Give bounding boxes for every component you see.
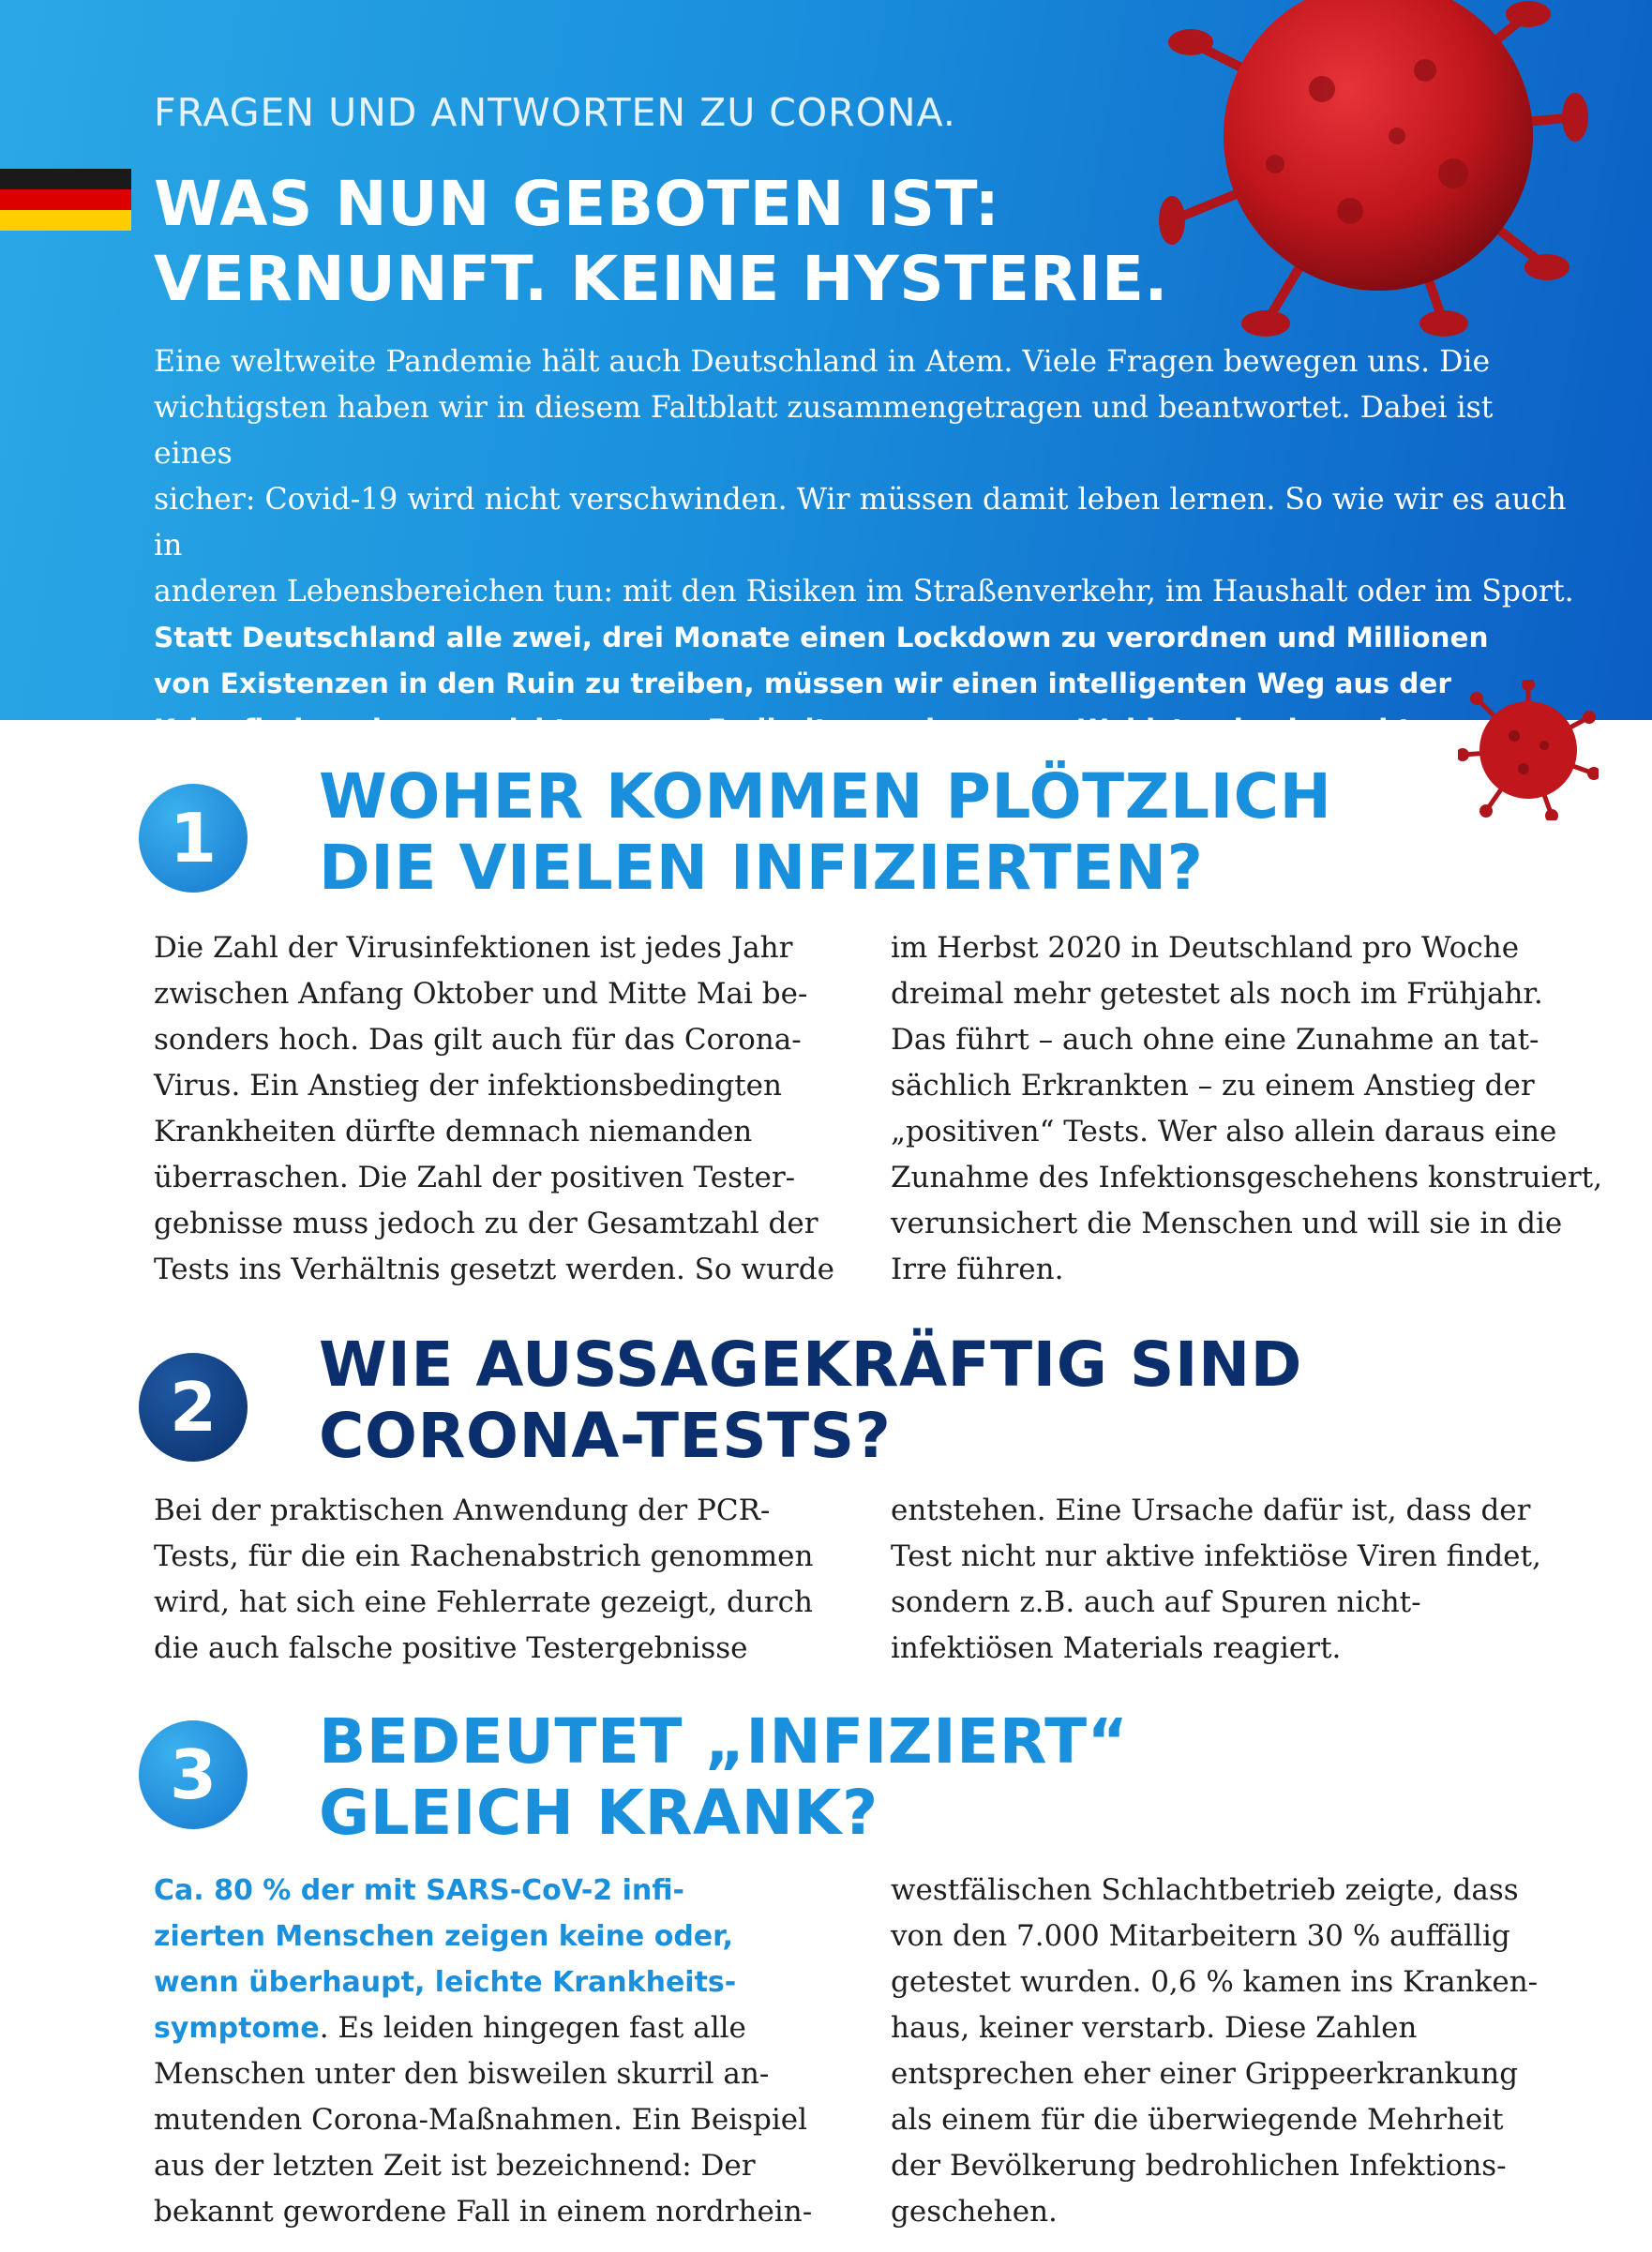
- section-1-text-left: Die Zahl der Virusinfektionen ist jedes Jahr zwischen Anfang Oktober und Mitte Mai be- sonders hoch. Das gilt auch für das Corona- Virus. Ein Anstieg der infektionsbedingten Krankheiten dürfte demnach niemanden überraschen. Die Zahl der positiven Tester- gebnisse muss jedoch zu der Gesamtzahl der Tests ins Verhältnis gesetzt werden. So wurde: [154, 931, 834, 1286]
- flag-stripe-black: [0, 169, 131, 189]
- section-3-text-left: [154, 1868, 866, 2235]
- intro-bold-text: Statt Deutschland alle zwei, drei Monate einen Lockdown zu verordnen und Millionen von Existenzen in den Ruin zu treiben, müssen wir einen intelligenten Weg aus der Krise finden, der uns nicht unserer Freiheiten und unseres Wohlstandes beraubt.: [154, 622, 1489, 745]
- section-2-text-right: entstehen. Eine Ursache dafür ist, dass der Test nicht nur aktive infektiöse Viren findet, sondern z.B. auch auf Spuren nicht- infektiösen Materials reagiert.: [891, 1494, 1541, 1665]
- headline: WAS NUN GEBOTEN IST: VERNUNFT. KEINE HYSTERIE.: [154, 168, 1168, 315]
- section-3-title: BEDEUTET „INFIZIERT“ GLEICH KRANK?: [319, 1705, 1129, 1849]
- german-flag-icon: [0, 169, 131, 231]
- section-3-left-body: . Es leiden hingegen fast alle Menschen unter den bisweilen skurril an- mutenden Corona-Maßnahmen. Ein Beispiel aus der letzten Zeit ist bezeichnend: Der bekannt gewordene Fall in einem nordrhein-: [154, 2011, 813, 2229]
- intro-text: Eine weltweite Pandemie hält auch Deutschland in Atem. Viele Fragen bewegen uns. Die wichtigsten haben wir in diesem Faltblatt zusammengetragen und beantwortet. Dabei ist eines sicher: Covid-19 wird nicht verschwinden. Wir müssen damit leben lernen. So wie wir es auch in anderen Lebensbereichen tun: mit den Risiken im Straßenverkehr, im Haushalt oder im Sport.: [154, 345, 1574, 608]
- section-2-text-left: Bei der praktischen Anwendung der PCR- Tests, für die ein Rachenabstrich genommen wird, hat sich eine Fehlerrate gezeigt, durch die auch falsche positive Testergebnisse: [154, 1494, 814, 1665]
- section-3-text-right: westfälischen Schlachtbetrieb zeigte, dass von den 7.000 Mitarbeitern 30 % auffällig getestet wurden. 0,6 % kamen ins Kranken- haus, keiner verstarb. Diese Zahlen entsprechen eher einer Grippeerkrankung als einem für die überwiegende Mehrheit der Bevölkerung bedrohlichen Infektions- geschehen.: [891, 1873, 1539, 2229]
- header-banner: [0, 0, 1652, 745]
- kicker: FRAGEN UND ANTWORTEN ZU CORONA.: [154, 90, 956, 135]
- section-number-2: 2: [139, 1353, 248, 1462]
- intro: [154, 339, 1579, 753]
- section-2-title: WIE AUSSAGEKRÄFTIG SIND CORONA-TESTS?: [319, 1329, 1302, 1472]
- section-1-text-right: im Herbst 2020 in Deutschland pro Woche dreimal mehr getestet als noch im Frühjahr. Das führt – auch ohne eine Zunahme an tat- sächlich Erkrankten – zu einem Anstieg der „positiven“ Tests. Wer also allein daraus eine Zunahme des Infektionsgeschehens konstruiert, verunsichert die Menschen und will sie in die Irre führen.: [891, 931, 1602, 1286]
- section-number-3: 3: [139, 1720, 248, 1829]
- virus-icon: [1134, 0, 1622, 352]
- section-3-highlight: Ca. 80 % der mit SARS-CoV-2 infi- zierten Menschen zeigen keine oder, wenn überhaupt, leichte Krankheits- symptome: [154, 1874, 737, 2045]
- flag-stripe-gold: [0, 210, 131, 231]
- flag-stripe-red: [0, 189, 131, 210]
- section-number-1: 1: [139, 784, 248, 893]
- section-1-title: WOHER KOMMEN PLÖTZLICH DIE VIELEN INFIZIERTEN?: [319, 760, 1332, 904]
- small-virus-icon: [1458, 680, 1599, 820]
